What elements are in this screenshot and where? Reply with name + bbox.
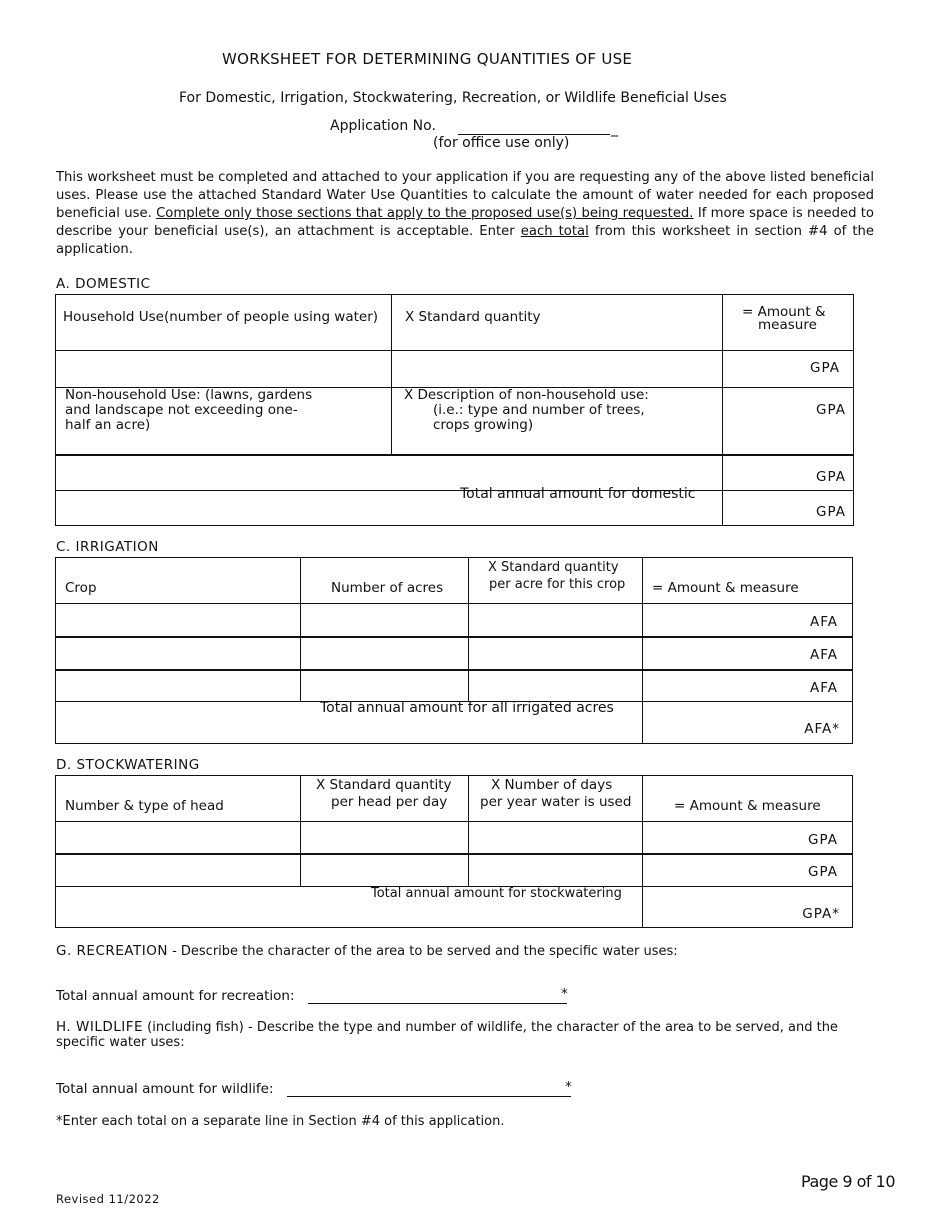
domestic-unit: GPA: [810, 360, 840, 376]
page-title: WORKSHEET FOR DETERMINING QUANTITIES OF USE: [222, 50, 633, 68]
recreation-total-label: Total annual amount for recreation:: [56, 988, 295, 1004]
domestic-unit: GPA: [816, 402, 846, 418]
nonhousehold-label-3: half an acre): [65, 417, 151, 433]
stockwatering-total-label: Total annual amount for stockwatering: [371, 886, 622, 901]
irrigation-unit: AFA: [810, 614, 838, 630]
irrigation-divider: [55, 603, 853, 604]
stockwatering-standard-header-2: per head per day: [331, 794, 448, 810]
domestic-measure-header: measure: [758, 317, 817, 333]
intro-text-1: This worksheet must be completed and attached to your application if you are requesting any of the above listed beneficial uses. Please use the attached Standard Water Use Quantities to calculate the amount of water needed for each proposed beneficial use.: [56, 170, 874, 221]
footnote: *Enter each total on a separate line in Section #4 of this application.: [56, 1114, 505, 1129]
domestic-total-unit: GPA: [816, 504, 846, 520]
page-subtitle: For Domestic, Irrigation, Stockwatering, Recreation, or Wildlife Beneficial Uses: [179, 90, 727, 106]
stockwatering-days-input[interactable]: [469, 856, 641, 885]
stockwatering-days-header: X Number of days: [491, 777, 613, 793]
irrigation-total-unit: AFA*: [804, 721, 840, 737]
recreation-asterisk: *: [561, 986, 568, 1002]
recreation-total-input[interactable]: [308, 1003, 567, 1004]
recreation-section: [56, 943, 678, 959]
stockwatering-divider: [55, 853, 853, 855]
wildlife-total-input[interactable]: [287, 1096, 571, 1097]
nonhousehold-label-1: Non-household Use: (lawns, gardens: [65, 387, 313, 403]
household-standard-input[interactable]: [392, 351, 721, 386]
irrigation-amount-header: = Amount & measure: [652, 580, 799, 596]
domestic-unit: GPA: [816, 469, 846, 485]
office-use-note: (for office use only): [433, 135, 570, 151]
application-number-tail: _: [611, 121, 618, 137]
stockwatering-amount-header: = Amount & measure: [674, 798, 821, 814]
wildlife-section-title: H. WILDLIFE: [56, 1019, 144, 1035]
nonhousehold-label-2: and landscape not exceeding one-: [65, 402, 298, 418]
irrigation-acres-header: Number of acres: [331, 580, 444, 596]
nonhousehold-desc-2: (i.e.: type and number of trees,: [433, 402, 645, 418]
irrigation-standard-header-2: per acre for this crop: [489, 577, 626, 592]
domestic-household-header: Household Use(number of people using water): [63, 309, 379, 325]
irrigation-standard-input[interactable]: [469, 671, 641, 700]
stockwatering-standard-header: X Standard quantity: [316, 777, 452, 793]
stockwatering-total-unit: GPA*: [802, 906, 840, 922]
wildlife-asterisk: *: [565, 1079, 572, 1095]
irrigation-acres-input[interactable]: [301, 605, 467, 635]
revision-date: Revised 11/2022: [56, 1192, 160, 1206]
stockwatering-section-title: D. STOCKWATERING: [56, 757, 200, 773]
irrigation-standard-input[interactable]: [469, 638, 641, 668]
stockwatering-unit: GPA: [808, 864, 838, 880]
stockwatering-head-input[interactable]: [56, 856, 299, 885]
irrigation-crop-input[interactable]: [56, 671, 299, 700]
intro-text-2: If more space is needed to describe your beneficial use(s), an attachment is acceptable. Enter: [56, 206, 874, 239]
irrigation-section-title: C. IRRIGATION: [56, 539, 159, 555]
wildlife-description: (including fish) - Describe the type and number of wildlife, the character of the area to be served, and the specific water uses:: [56, 1020, 838, 1050]
application-number-label: Application No.: [330, 118, 436, 134]
irrigation-standard-header: X Standard quantity: [488, 560, 619, 575]
intro-underlined-1: Complete only those sections that apply to the proposed use(s) being requested.: [156, 206, 694, 221]
irrigation-unit: AFA: [810, 680, 838, 696]
irrigation-total-label: Total annual amount for all irrigated acres: [320, 700, 614, 716]
intro-underlined-2: each total: [520, 224, 589, 239]
nonhousehold-description-input[interactable]: [56, 456, 721, 489]
stockwatering-standard-input[interactable]: [301, 856, 467, 885]
household-people-input[interactable]: [56, 351, 390, 386]
irrigation-crop-input[interactable]: [56, 605, 299, 635]
recreation-description: - Describe the character of the area to be served and the specific water uses:: [167, 944, 678, 959]
domestic-amount-header: = Amount &: [742, 304, 826, 320]
irrigation-acres-input[interactable]: [301, 638, 467, 668]
stockwatering-days-input[interactable]: [469, 823, 641, 852]
domestic-divider: [55, 490, 854, 491]
nonhousehold-desc-3: crops growing): [433, 417, 534, 433]
stockwatering-unit: GPA: [808, 832, 838, 848]
irrigation-standard-input[interactable]: [469, 605, 641, 635]
stockwatering-standard-input[interactable]: [301, 823, 467, 852]
intro-paragraph: [56, 169, 874, 259]
irrigation-crop-header: Crop: [65, 580, 97, 596]
stockwatering-head-input[interactable]: [56, 823, 299, 852]
stockwatering-divider: [55, 821, 853, 822]
intro-text-3: from this worksheet in section #4 of the application.: [56, 224, 874, 257]
wildlife-section: [56, 1020, 856, 1050]
irrigation-unit: AFA: [810, 647, 838, 663]
domestic-standard-header: X Standard quantity: [405, 309, 541, 325]
nonhousehold-desc-1: X Description of non-household use:: [404, 387, 649, 403]
domestic-total-label: Total annual amount for domestic: [460, 486, 696, 502]
stockwatering-head-header: Number & type of head: [65, 798, 224, 814]
irrigation-crop-input[interactable]: [56, 638, 299, 668]
wildlife-total-label: Total annual amount for wildlife:: [56, 1081, 274, 1097]
domestic-section-title: A. DOMESTIC: [56, 276, 151, 292]
page-number: Page 9 of 10: [801, 1172, 895, 1191]
irrigation-acres-input[interactable]: [301, 671, 467, 700]
stockwatering-days-header-2: per year water is used: [480, 794, 632, 810]
recreation-section-title: G. RECREATION: [56, 943, 168, 959]
